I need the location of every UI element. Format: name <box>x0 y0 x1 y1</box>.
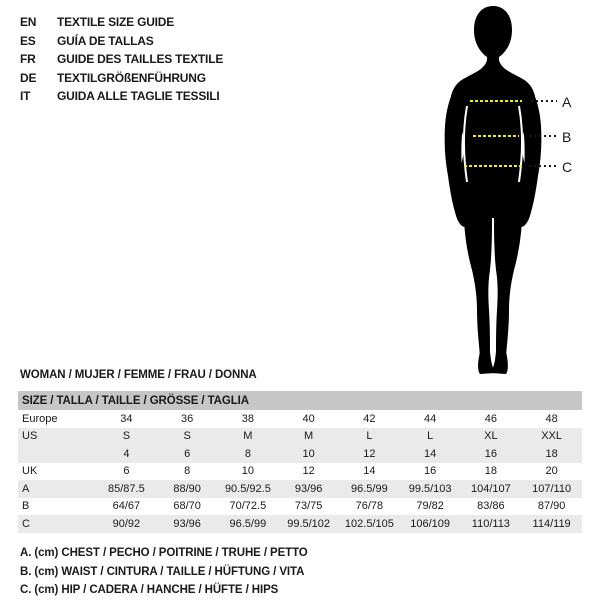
cell: 36 <box>181 412 194 425</box>
table-row-us-numbers <box>18 445 582 463</box>
cell: 76/78 <box>355 500 384 513</box>
cell: 96.5/99 <box>351 482 388 495</box>
language-code: ES <box>20 33 36 48</box>
cell: 20 <box>545 465 558 478</box>
row-label: B <box>22 500 30 513</box>
cell: 96.5/99 <box>229 517 267 530</box>
cell: 8 <box>244 447 251 460</box>
language-code: DE <box>20 70 37 85</box>
table-header: SIZE / TALLA / TAILLE / GRÖSSE / TAGLIA <box>18 391 582 410</box>
silhouette-leg-right <box>494 214 522 356</box>
cell: 99.5/102 <box>287 517 331 530</box>
cell: 18 <box>484 465 497 478</box>
cell: 16 <box>424 465 437 478</box>
cell: 102.5/105 <box>344 517 394 530</box>
chest-leader-line <box>531 100 557 102</box>
legend-chest: A. (cm) CHEST / PECHO / POITRINE / TRUHE / PETTO <box>20 547 308 560</box>
cell: 104/107 <box>470 482 511 495</box>
table-row-waist <box>18 498 582 516</box>
cell: 87/90 <box>537 500 566 513</box>
row-label: C <box>22 517 30 530</box>
cell: XXL <box>541 430 563 443</box>
cell: 114/119 <box>532 517 571 530</box>
waist-dash-line <box>473 135 519 137</box>
cell: 40 <box>302 412 315 425</box>
language-label: TEXTILGRÖßENFÜHRUNG <box>57 70 206 85</box>
measure-label-b: B <box>562 129 572 145</box>
cell: 107/110 <box>532 482 572 495</box>
cell: 93/96 <box>294 482 323 495</box>
cell: 110/113 <box>471 517 510 530</box>
table-title: WOMAN / MUJER / FEMME / FRAU / DONNA <box>20 369 257 381</box>
cell: 38 <box>241 412 254 425</box>
cell: 4 <box>123 447 130 460</box>
cell: 73/75 <box>294 500 323 513</box>
cell: 10 <box>241 465 254 478</box>
silhouette-leg-left <box>464 214 492 356</box>
silhouette-head <box>474 6 512 63</box>
chest-dash-line <box>470 100 522 102</box>
language-label: GUÍA DE TALLAS <box>57 33 154 48</box>
cell: 44 <box>424 412 437 425</box>
cell: 10 <box>302 447 315 460</box>
size-table <box>18 391 582 533</box>
waist-leader-line <box>529 135 557 137</box>
silhouette-foot-right <box>491 352 508 374</box>
cell: 93/96 <box>173 517 201 530</box>
hip-leader-line <box>529 165 557 167</box>
cell: 85/87.5 <box>108 482 145 495</box>
cell: L <box>427 430 434 443</box>
language-label: TEXTILE SIZE GUIDE <box>57 15 175 30</box>
cell: 18 <box>545 447 558 460</box>
row-label: A <box>22 482 30 495</box>
hip-dash-line <box>464 165 524 167</box>
cell: 99.5/103 <box>408 482 452 495</box>
cell: 14 <box>424 447 437 460</box>
legend-waist: B. (cm) WAIST / CINTURA / TAILLE / HÜFTUNG / VITA <box>20 565 305 578</box>
cell: XL <box>484 430 498 443</box>
measurement-legend <box>20 544 308 600</box>
row-label: US <box>22 430 38 443</box>
cell: 48 <box>545 412 558 425</box>
language-row <box>20 32 223 51</box>
cell: 42 <box>363 412 376 425</box>
language-row <box>20 50 223 69</box>
cell: 106/109 <box>410 517 450 530</box>
table-row-uk <box>18 463 582 481</box>
cell: 6 <box>123 465 130 478</box>
woman-silhouette <box>420 0 580 380</box>
measure-label-c: C <box>562 159 573 175</box>
cell: M <box>304 430 314 443</box>
cell: 90/92 <box>112 517 141 530</box>
cell: 88/90 <box>173 482 201 495</box>
language-code: EN <box>20 15 37 30</box>
table-row-chest <box>18 480 582 498</box>
cell: L <box>366 430 373 443</box>
row-label: UK <box>22 465 38 478</box>
cell: S <box>122 430 131 443</box>
language-row <box>20 13 223 32</box>
cell: S <box>183 430 191 443</box>
cell: 64/67 <box>112 500 141 513</box>
table-row-europe <box>18 410 582 428</box>
cell: 14 <box>363 465 376 478</box>
legend-hip: C. (cm) HIP / CADERA / HANCHE / HÜFTE / HIPS <box>20 584 279 597</box>
cell: 79/82 <box>416 500 444 513</box>
language-title-block <box>20 13 223 106</box>
language-row <box>20 87 223 106</box>
cell: 68/70 <box>173 500 201 513</box>
cell: 90.5/92.5 <box>224 482 271 495</box>
language-label: GUIDE DES TAILLES TEXTILE <box>57 52 224 67</box>
cell: 6 <box>184 447 191 460</box>
cell: M <box>243 430 253 443</box>
cell: 12 <box>302 465 315 478</box>
language-code: FR <box>20 52 36 67</box>
cell: 16 <box>484 447 497 460</box>
language-label: GUIDA ALLE TAGLIE TESSILI <box>57 89 220 104</box>
cell: 8 <box>184 465 191 478</box>
measure-label-a: A <box>562 94 572 110</box>
row-label: Europe <box>22 412 58 425</box>
cell: 46 <box>484 412 497 425</box>
cell: 83/86 <box>477 500 505 513</box>
cell: 70/72.5 <box>229 500 267 513</box>
table-row-hip <box>18 515 582 533</box>
cell: 34 <box>120 412 133 425</box>
cell: 12 <box>363 447 376 460</box>
table-row-us-letters <box>18 428 582 446</box>
language-row <box>20 69 223 88</box>
language-code: IT <box>20 89 31 104</box>
